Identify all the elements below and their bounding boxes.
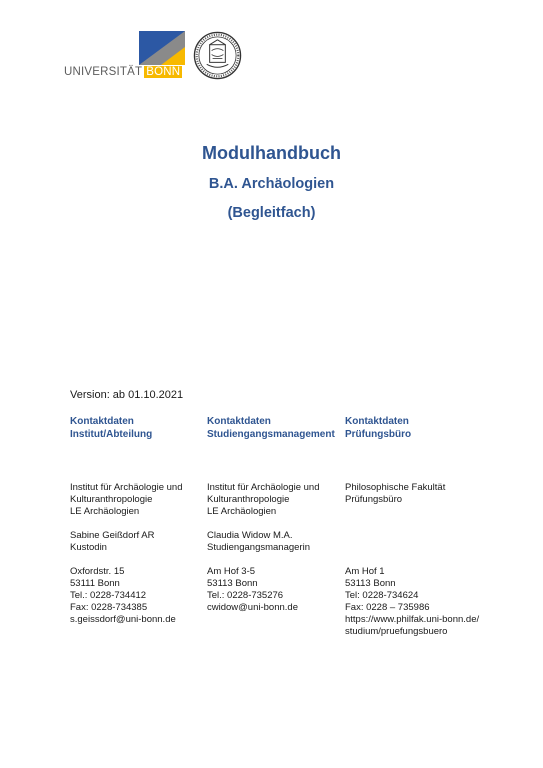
heading-line: Studiengangsmanagement [207, 429, 335, 440]
institution-line: Kulturanthropologie [207, 494, 290, 505]
fax-line: Fax: 0228 – 735986 [345, 602, 430, 613]
address-line: Am Hof 3-5 [207, 566, 256, 577]
fax-line: Fax: 0228-734385 [70, 602, 148, 613]
address-line: 53113 Bonn [345, 578, 396, 589]
institution-line: Institut für Archäologie und [207, 482, 320, 493]
person-line: Sabine Geißdorf AR [70, 530, 155, 541]
address-block [70, 566, 176, 626]
university-logo-mark [139, 31, 185, 65]
version-line: Version: ab 01.10.2021 [70, 389, 184, 401]
website-link[interactable]: https://www.philfak.uni-bonn.de/ [345, 614, 480, 625]
phone-line: Tel.: 0228-734412 [70, 590, 147, 601]
faculty-seal-icon [193, 31, 242, 80]
address-block [207, 566, 298, 614]
address-line: 53111 Bonn [70, 578, 120, 589]
address-line: Am Hof 1 [345, 566, 385, 577]
phone-line: Tel: 0228-734624 [345, 590, 419, 601]
program-name: B.A. Archäologien [208, 176, 335, 192]
contact-column-program-management [207, 415, 345, 613]
document-title: Modulhandbuch [202, 143, 341, 163]
person-block [70, 530, 155, 554]
university-logo [0, 0, 543, 90]
institution-block [70, 482, 183, 518]
university-wordmark [64, 66, 182, 78]
institution-line: LE Archäologien [70, 506, 140, 517]
institution-line: Institut für Archäologie und [70, 482, 183, 493]
contact-column-exam-office [345, 415, 505, 637]
person-line: Claudia Widow M.A. [207, 530, 293, 541]
heading-line: Kontaktdaten [345, 416, 409, 427]
website-link-continued[interactable]: studium/pruefungsbuero [345, 626, 448, 637]
person-line: Kustodin [70, 542, 107, 553]
institution-block [207, 482, 320, 518]
wordmark-bonn: BONN [146, 66, 181, 78]
institution-line: Prüfungsbüro [345, 494, 403, 505]
institution-block [345, 482, 445, 506]
heading-line: Kontaktdaten [70, 416, 134, 427]
address-line: Oxfordstr. 15 [70, 566, 125, 577]
heading-line: Prüfungsbüro [345, 429, 412, 440]
email-link[interactable]: s.geissdorf@uni-bonn.de [70, 614, 176, 625]
program-type: (Begleitfach) [227, 205, 316, 221]
contact-heading [70, 415, 208, 442]
phone-line: Tel.: 0228-735276 [207, 590, 284, 601]
institution-line: Kulturanthropologie [70, 494, 153, 505]
person-block [207, 530, 310, 554]
address-line: 53113 Bonn [207, 578, 258, 589]
wordmark-universitaet: UNIVERSITÄT [64, 66, 143, 78]
email-link[interactable]: cwidow@uni-bonn.de [207, 602, 298, 613]
institution-line: LE Archäologien [207, 506, 277, 517]
heading-line: Institut/Abteilung [70, 429, 153, 440]
contact-heading [345, 415, 505, 442]
contact-column-institute [70, 415, 208, 625]
contact-heading [207, 415, 345, 442]
heading-line: Kontaktdaten [207, 416, 271, 427]
address-block [345, 566, 479, 638]
person-line: Studiengangsmanagerin [207, 542, 310, 553]
institution-line: Philosophische Fakultät [345, 482, 446, 493]
